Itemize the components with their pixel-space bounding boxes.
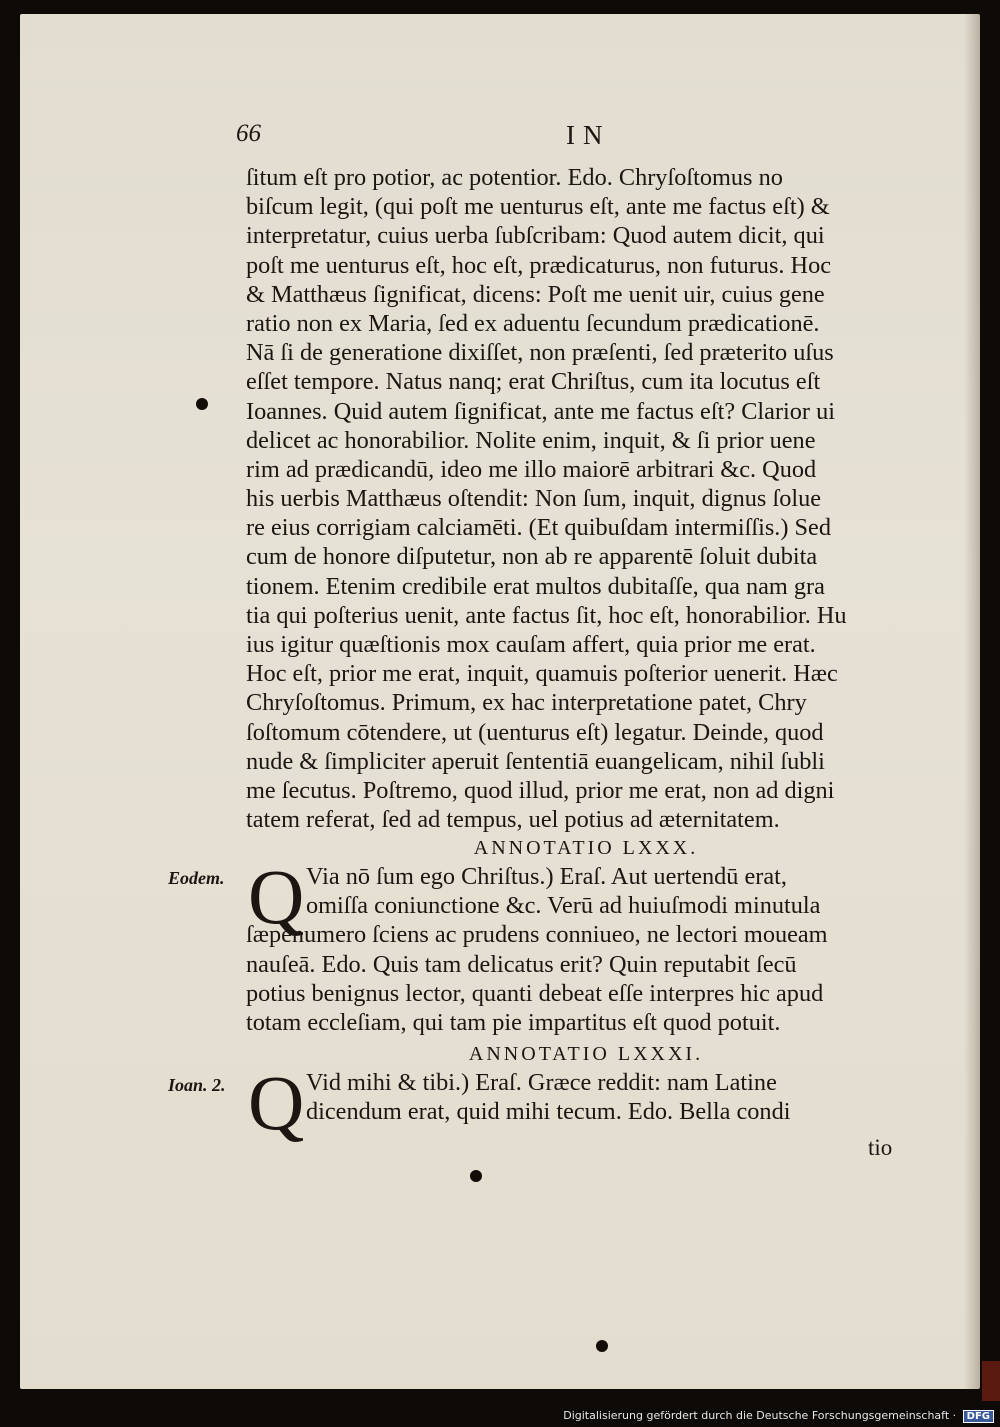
margin-note-eodem: Eodem. — [168, 868, 225, 888]
page-edge-shadow — [964, 14, 980, 1389]
page-number: 66 — [236, 120, 261, 147]
text-line: potius benignus lector, quanti debeat eſſe interpres hic apud — [246, 979, 824, 1007]
text-line: Hoc eſt, prior me erat, inquit, quamuis poſterior uenerit. Hæc — [246, 660, 838, 688]
main-text-block — [246, 163, 926, 834]
text-line: ratio non ex Maria, ſed ex aduentu ſecundum prædicationē. — [246, 309, 820, 337]
dropcap-letter: Q — [248, 1059, 305, 1146]
text-line: re eius corrigiam calciamēti. (Et quibuſdam intermiſſis.) Sed — [246, 514, 831, 542]
ink-spot — [596, 1340, 608, 1352]
text-line: nude & ſimpliciter aperuit ſententiā euangelicam, nihil ſubli — [246, 747, 825, 775]
text-line: ſæpenumero ſciens ac prudens conniueo, ne lectori moueam — [246, 921, 828, 949]
text-line: nauſeā. Edo. Quis tam delicatus erit? Quin reputabit ſecū — [246, 950, 797, 978]
annotation-entry — [246, 853, 926, 1037]
text-line: Ioannes. Quid autem ſignificat, ante me factus eſt? Clarior ui — [246, 397, 835, 425]
text-line: totam eccleſiam, qui tam pie impartitus eſt quod potuit. — [246, 1008, 781, 1036]
text-line: tionem. Etenim credibile erat multos dubitaſſe, qua nam gra — [246, 572, 825, 600]
text-line: eſſet tempore. Natus nanq; erat Chriſtus, cum ita locutus eſt — [246, 368, 821, 396]
text-line: ius igitur quæſtionis mox cauſam affert, quia prior me erat. — [246, 631, 816, 658]
text-line: tia qui poſterius uenit, ante factus ſit, hoc eſt, honorabilior. Hu — [246, 601, 847, 629]
text-line: ſitum eſt pro potior, ac potentior. Edo. Chryſoſtomus no — [246, 164, 783, 191]
text-line: biſcum legit, (qui poſt me uenturus eſt, ante me factus eſt) & — [246, 193, 830, 221]
text-line: me ſecutus. Poſtremo, quod illud, prior me erat, non ad digni — [246, 776, 835, 804]
text-line: cum de honore diſputetur, non ab re apparentē ſoluit dubita — [246, 543, 818, 571]
text-line: Nā ſi de generatione dixiſſet, non præſenti, ſed præterito uſus — [246, 339, 834, 367]
margin-note-ioan: Ioan. 2. — [168, 1075, 226, 1095]
digitization-credit — [563, 1409, 994, 1423]
text-line: Via nō ſum ego Chriſtus.) Eraſ. Aut uertendū erat, — [306, 863, 787, 890]
running-head: IN — [566, 120, 611, 150]
annotation-heading: ANNOTATIO LXXXI. — [468, 1043, 704, 1065]
page-header — [236, 120, 926, 160]
annotation-heading: ANNOTATIO LXXX. — [473, 837, 699, 859]
text-line: Chryſoſtomus. Primum, ex hac interpretatione patet, Chry — [246, 689, 807, 717]
text-line: tatem referat, ſed ad tempus, uel potius ad æternitatem. — [246, 806, 780, 834]
text-line: interpretatur, cuius uerba ſubſcribam: Quod autem dicit, qui — [246, 222, 825, 250]
dfg-logo: DFG — [963, 1410, 994, 1423]
annotation-lxxxi — [246, 1040, 926, 1146]
catchword: tio — [868, 1135, 893, 1160]
text-line: poſt me uenturus eſt, hoc eſt, prædicaturus, non futurus. Hoc — [246, 251, 832, 279]
annotation-lxxx — [246, 834, 926, 1037]
text-line: ſoſtomum cōtendere, ut (uenturus eſt) legatur. Deinde, quod — [246, 718, 824, 746]
text-line: his uerbis Matthæus oſtendit: Non ſum, inquit, dignus ſolue — [246, 485, 822, 513]
credit-text: Digitalisierung gefördert durch die Deutsche Forschungsgemeinschaft · — [563, 1409, 957, 1422]
color-calibration-strip — [982, 1361, 1000, 1401]
text-line: rim ad prædicandū, ideo me illo maiorē arbitrari &c. Quod — [246, 455, 817, 483]
text-line: & Matthæus ſignificat, dicens: Poſt me uenit uir, cuius gene — [246, 280, 825, 308]
dropcap-letter: Q — [248, 853, 305, 940]
ink-spot — [196, 398, 208, 410]
text-line: dicendum erat, quid mihi tecum. Edo. Bella condi — [306, 1098, 791, 1126]
ink-spot — [470, 1170, 482, 1182]
text-line: delicet ac honorabilior. Nolite enim, inquit, & ſi prior uene — [246, 426, 816, 454]
text-line: Vid mihi & tibi.) Eraſ. Græce reddit: nam Latine — [306, 1069, 777, 1096]
annotation-entry — [246, 1059, 926, 1146]
text-line: omiſſa coniunctione &c. Verū ad huiuſmodi minutula — [306, 892, 821, 920]
